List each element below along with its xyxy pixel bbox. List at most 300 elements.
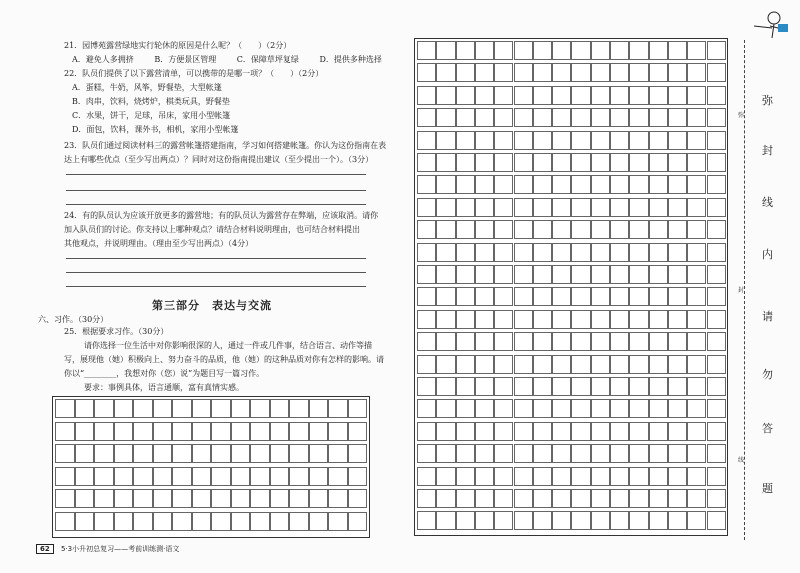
grid-cell[interactable] — [707, 355, 726, 374]
grid-cell[interactable] — [94, 444, 114, 463]
grid-cell[interactable] — [456, 220, 475, 239]
grid-cell[interactable] — [475, 108, 494, 127]
grid-cell[interactable] — [591, 489, 610, 508]
grid-cell[interactable] — [591, 511, 610, 530]
grid-cell[interactable] — [417, 399, 436, 418]
grid-cell[interactable] — [533, 489, 552, 508]
grid-cell[interactable] — [687, 444, 706, 463]
writing-grid-left[interactable] — [52, 396, 370, 538]
grid-cell[interactable] — [571, 467, 590, 486]
grid-cell[interactable] — [610, 467, 629, 486]
grid-cell[interactable] — [514, 131, 533, 150]
grid-cell[interactable] — [475, 153, 494, 172]
grid-cell[interactable] — [270, 422, 290, 441]
grid-cell[interactable] — [571, 287, 590, 306]
grid-cell[interactable] — [436, 310, 455, 329]
grid-cell[interactable] — [133, 489, 153, 508]
grid-cell[interactable] — [533, 220, 552, 239]
grid-cell[interactable] — [475, 86, 494, 105]
grid-cell[interactable] — [75, 422, 95, 441]
grid-cell[interactable] — [687, 198, 706, 217]
grid-cell[interactable] — [456, 108, 475, 127]
grid-cell[interactable] — [514, 63, 533, 82]
grid-cell[interactable] — [687, 287, 706, 306]
grid-cell[interactable] — [629, 377, 648, 396]
grid-cell[interactable] — [571, 265, 590, 284]
grid-cell[interactable] — [668, 220, 687, 239]
grid-cell[interactable] — [533, 332, 552, 351]
grid-cell[interactable] — [649, 153, 668, 172]
grid-cell[interactable] — [494, 444, 513, 463]
grid-cell[interactable] — [649, 377, 668, 396]
grid-cell[interactable] — [417, 511, 436, 530]
grid-cell[interactable] — [348, 512, 368, 531]
grid-cell[interactable] — [610, 310, 629, 329]
grid-cell[interactable] — [707, 175, 726, 194]
grid-cell[interactable] — [571, 198, 590, 217]
grid-cell[interactable] — [687, 41, 706, 60]
grid-cell[interactable] — [514, 265, 533, 284]
grid-cell[interactable] — [571, 489, 590, 508]
grid-cell[interactable] — [571, 444, 590, 463]
grid-cell[interactable] — [514, 511, 533, 530]
grid-cell[interactable] — [649, 86, 668, 105]
grid-cell[interactable] — [707, 41, 726, 60]
grid-cell[interactable] — [475, 399, 494, 418]
grid-cell[interactable] — [55, 399, 75, 418]
grid-cell[interactable] — [610, 355, 629, 374]
grid-cell[interactable] — [211, 467, 231, 486]
grid-cell[interactable] — [610, 444, 629, 463]
grid-cell[interactable] — [436, 265, 455, 284]
grid-cell[interactable] — [436, 243, 455, 262]
grid-cell[interactable] — [707, 86, 726, 105]
grid-cell[interactable] — [475, 310, 494, 329]
grid-cell[interactable] — [436, 287, 455, 306]
grid-cell[interactable] — [494, 377, 513, 396]
grid-cell[interactable] — [591, 355, 610, 374]
grid-cell[interactable] — [172, 399, 192, 418]
grid-cell[interactable] — [436, 489, 455, 508]
grid-cell[interactable] — [552, 108, 571, 127]
grid-cell[interactable] — [436, 86, 455, 105]
grid-cell[interactable] — [231, 399, 251, 418]
grid-cell[interactable] — [417, 220, 436, 239]
grid-cell[interactable] — [707, 377, 726, 396]
grid-cell[interactable] — [649, 489, 668, 508]
grid-cell[interactable] — [610, 198, 629, 217]
grid-cell[interactable] — [649, 422, 668, 441]
grid-cell[interactable] — [456, 131, 475, 150]
grid-cell[interactable] — [309, 512, 329, 531]
grid-cell[interactable] — [707, 220, 726, 239]
grid-cell[interactable] — [629, 175, 648, 194]
grid-cell[interactable] — [417, 198, 436, 217]
grid-cell[interactable] — [456, 175, 475, 194]
grid-cell[interactable] — [328, 399, 348, 418]
grid-cell[interactable] — [533, 243, 552, 262]
grid-cell[interactable] — [494, 310, 513, 329]
grid-cell[interactable] — [591, 131, 610, 150]
grid-cell[interactable] — [436, 63, 455, 82]
grid-cell[interactable] — [687, 511, 706, 530]
grid-cell[interactable] — [649, 108, 668, 127]
grid-cell[interactable] — [629, 41, 648, 60]
grid-cell[interactable] — [668, 265, 687, 284]
grid-cell[interactable] — [494, 422, 513, 441]
grid-cell[interactable] — [591, 399, 610, 418]
grid-cell[interactable] — [270, 444, 290, 463]
grid-cell[interactable] — [494, 220, 513, 239]
grid-cell[interactable] — [649, 399, 668, 418]
grid-cell[interactable] — [610, 332, 629, 351]
grid-cell[interactable] — [309, 489, 329, 508]
grid-cell[interactable] — [514, 287, 533, 306]
grid-cell[interactable] — [289, 467, 309, 486]
grid-cell[interactable] — [456, 332, 475, 351]
grid-cell[interactable] — [328, 422, 348, 441]
grid-cell[interactable] — [533, 131, 552, 150]
grid-cell[interactable] — [436, 175, 455, 194]
grid-cell[interactable] — [707, 198, 726, 217]
grid-cell[interactable] — [552, 399, 571, 418]
grid-cell[interactable] — [475, 198, 494, 217]
grid-cell[interactable] — [192, 399, 212, 418]
grid-cell[interactable] — [687, 265, 706, 284]
grid-cell[interactable] — [494, 175, 513, 194]
grid-cell[interactable] — [456, 287, 475, 306]
grid-cell[interactable] — [707, 265, 726, 284]
grid-cell[interactable] — [514, 175, 533, 194]
grid-cell[interactable] — [456, 41, 475, 60]
grid-cell[interactable] — [514, 220, 533, 239]
grid-cell[interactable] — [436, 332, 455, 351]
grid-cell[interactable] — [649, 175, 668, 194]
grid-cell[interactable] — [153, 512, 173, 531]
grid-cell[interactable] — [309, 422, 329, 441]
grid-cell[interactable] — [494, 243, 513, 262]
grid-cell[interactable] — [494, 41, 513, 60]
grid-cell[interactable] — [629, 287, 648, 306]
grid-cell[interactable] — [610, 489, 629, 508]
grid-cell[interactable] — [192, 467, 212, 486]
grid-cell[interactable] — [348, 489, 368, 508]
grid-cell[interactable] — [55, 422, 75, 441]
grid-cell[interactable] — [514, 41, 533, 60]
grid-cell[interactable] — [707, 153, 726, 172]
grid-cell[interactable] — [494, 86, 513, 105]
grid-cell[interactable] — [328, 489, 348, 508]
grid-cell[interactable] — [629, 63, 648, 82]
grid-cell[interactable] — [687, 108, 706, 127]
grid-cell[interactable] — [348, 444, 368, 463]
grid-cell[interactable] — [436, 131, 455, 150]
grid-cell[interactable] — [687, 377, 706, 396]
grid-cell[interactable] — [475, 265, 494, 284]
grid-cell[interactable] — [417, 444, 436, 463]
grid-cell[interactable] — [456, 265, 475, 284]
grid-cell[interactable] — [552, 511, 571, 530]
grid-cell[interactable] — [514, 422, 533, 441]
grid-cell[interactable] — [514, 444, 533, 463]
grid-cell[interactable] — [629, 332, 648, 351]
grid-cell[interactable] — [552, 332, 571, 351]
grid-cell[interactable] — [250, 444, 270, 463]
grid-cell[interactable] — [571, 131, 590, 150]
grid-cell[interactable] — [494, 198, 513, 217]
grid-cell[interactable] — [436, 153, 455, 172]
grid-cell[interactable] — [494, 332, 513, 351]
grid-cell[interactable] — [668, 377, 687, 396]
grid-cell[interactable] — [348, 467, 368, 486]
grid-cell[interactable] — [571, 220, 590, 239]
grid-cell[interactable] — [649, 198, 668, 217]
grid-cell[interactable] — [629, 108, 648, 127]
grid-cell[interactable] — [133, 467, 153, 486]
grid-cell[interactable] — [289, 489, 309, 508]
grid-cell[interactable] — [250, 489, 270, 508]
grid-cell[interactable] — [192, 444, 212, 463]
grid-cell[interactable] — [514, 355, 533, 374]
grid-cell[interactable] — [610, 422, 629, 441]
grid-cell[interactable] — [591, 243, 610, 262]
grid-cell[interactable] — [475, 422, 494, 441]
grid-cell[interactable] — [629, 422, 648, 441]
grid-cell[interactable] — [629, 131, 648, 150]
grid-cell[interactable] — [552, 265, 571, 284]
grid-cell[interactable] — [250, 422, 270, 441]
grid-cell[interactable] — [75, 444, 95, 463]
grid-cell[interactable] — [629, 355, 648, 374]
grid-cell[interactable] — [707, 422, 726, 441]
grid-cell[interactable] — [114, 422, 134, 441]
grid-cell[interactable] — [571, 175, 590, 194]
grid-cell[interactable] — [114, 399, 134, 418]
grid-cell[interactable] — [668, 355, 687, 374]
grid-cell[interactable] — [649, 467, 668, 486]
grid-cell[interactable] — [687, 220, 706, 239]
grid-cell[interactable] — [707, 243, 726, 262]
grid-cell[interactable] — [591, 86, 610, 105]
grid-cell[interactable] — [289, 422, 309, 441]
grid-cell[interactable] — [456, 198, 475, 217]
grid-cell[interactable] — [417, 86, 436, 105]
grid-cell[interactable] — [417, 310, 436, 329]
grid-cell[interactable] — [231, 467, 251, 486]
grid-cell[interactable] — [571, 310, 590, 329]
grid-cell[interactable] — [494, 511, 513, 530]
grid-cell[interactable] — [629, 467, 648, 486]
grid-cell[interactable] — [591, 377, 610, 396]
grid-cell[interactable] — [475, 355, 494, 374]
grid-cell[interactable] — [687, 489, 706, 508]
grid-cell[interactable] — [668, 399, 687, 418]
grid-cell[interactable] — [610, 511, 629, 530]
grid-cell[interactable] — [94, 489, 114, 508]
grid-cell[interactable] — [328, 512, 348, 531]
grid-cell[interactable] — [417, 265, 436, 284]
grid-cell[interactable] — [348, 422, 368, 441]
grid-cell[interactable] — [211, 399, 231, 418]
grid-cell[interactable] — [552, 355, 571, 374]
grid-cell[interactable] — [533, 265, 552, 284]
grid-cell[interactable] — [494, 489, 513, 508]
grid-cell[interactable] — [417, 489, 436, 508]
grid-cell[interactable] — [610, 243, 629, 262]
grid-cell[interactable] — [707, 511, 726, 530]
grid-cell[interactable] — [649, 511, 668, 530]
grid-cell[interactable] — [668, 63, 687, 82]
grid-cell[interactable] — [133, 444, 153, 463]
grid-cell[interactable] — [456, 63, 475, 82]
grid-cell[interactable] — [436, 399, 455, 418]
grid-cell[interactable] — [610, 63, 629, 82]
grid-cell[interactable] — [552, 153, 571, 172]
grid-cell[interactable] — [668, 332, 687, 351]
grid-cell[interactable] — [514, 153, 533, 172]
grid-cell[interactable] — [552, 444, 571, 463]
grid-cell[interactable] — [552, 175, 571, 194]
grid-cell[interactable] — [172, 512, 192, 531]
grid-cell[interactable] — [172, 467, 192, 486]
grid-cell[interactable] — [475, 467, 494, 486]
grid-cell[interactable] — [114, 444, 134, 463]
grid-cell[interactable] — [494, 108, 513, 127]
grid-cell[interactable] — [533, 511, 552, 530]
grid-cell[interactable] — [552, 287, 571, 306]
grid-cell[interactable] — [494, 131, 513, 150]
grid-cell[interactable] — [649, 355, 668, 374]
grid-cell[interactable] — [94, 399, 114, 418]
grid-cell[interactable] — [417, 287, 436, 306]
grid-cell[interactable] — [533, 355, 552, 374]
grid-cell[interactable] — [456, 444, 475, 463]
grid-cell[interactable] — [533, 86, 552, 105]
grid-cell[interactable] — [533, 175, 552, 194]
grid-cell[interactable] — [649, 287, 668, 306]
grid-cell[interactable] — [55, 444, 75, 463]
grid-cell[interactable] — [514, 489, 533, 508]
grid-cell[interactable] — [55, 489, 75, 508]
grid-cell[interactable] — [591, 310, 610, 329]
grid-cell[interactable] — [533, 198, 552, 217]
grid-cell[interactable] — [436, 355, 455, 374]
grid-cell[interactable] — [571, 86, 590, 105]
grid-cell[interactable] — [94, 467, 114, 486]
grid-cell[interactable] — [591, 287, 610, 306]
grid-cell[interactable] — [475, 131, 494, 150]
grid-cell[interactable] — [687, 422, 706, 441]
grid-cell[interactable] — [250, 512, 270, 531]
grid-cell[interactable] — [514, 467, 533, 486]
grid-cell[interactable] — [192, 489, 212, 508]
grid-cell[interactable] — [192, 422, 212, 441]
grid-cell[interactable] — [610, 108, 629, 127]
grid-cell[interactable] — [270, 467, 290, 486]
grid-cell[interactable] — [687, 310, 706, 329]
grid-cell[interactable] — [591, 422, 610, 441]
grid-cell[interactable] — [668, 489, 687, 508]
grid-cell[interactable] — [629, 310, 648, 329]
grid-cell[interactable] — [552, 422, 571, 441]
grid-cell[interactable] — [475, 220, 494, 239]
grid-cell[interactable] — [328, 444, 348, 463]
grid-cell[interactable] — [610, 86, 629, 105]
grid-cell[interactable] — [552, 220, 571, 239]
grid-cell[interactable] — [649, 131, 668, 150]
grid-cell[interactable] — [514, 198, 533, 217]
grid-cell[interactable] — [153, 422, 173, 441]
grid-cell[interactable] — [436, 444, 455, 463]
grid-cell[interactable] — [75, 489, 95, 508]
grid-cell[interactable] — [668, 422, 687, 441]
grid-cell[interactable] — [436, 511, 455, 530]
grid-cell[interactable] — [475, 444, 494, 463]
grid-cell[interactable] — [436, 198, 455, 217]
grid-cell[interactable] — [571, 41, 590, 60]
grid-cell[interactable] — [514, 86, 533, 105]
grid-cell[interactable] — [289, 399, 309, 418]
grid-cell[interactable] — [456, 422, 475, 441]
grid-cell[interactable] — [533, 422, 552, 441]
grid-cell[interactable] — [610, 265, 629, 284]
grid-cell[interactable] — [514, 310, 533, 329]
grid-cell[interactable] — [456, 355, 475, 374]
grid-cell[interactable] — [629, 265, 648, 284]
grid-cell[interactable] — [250, 399, 270, 418]
grid-cell[interactable] — [687, 175, 706, 194]
grid-cell[interactable] — [494, 153, 513, 172]
grid-cell[interactable] — [192, 512, 212, 531]
grid-cell[interactable] — [94, 512, 114, 531]
grid-cell[interactable] — [153, 444, 173, 463]
grid-cell[interactable] — [552, 41, 571, 60]
grid-cell[interactable] — [475, 332, 494, 351]
grid-cell[interactable] — [533, 310, 552, 329]
grid-cell[interactable] — [436, 467, 455, 486]
grid-cell[interactable] — [687, 355, 706, 374]
grid-cell[interactable] — [552, 310, 571, 329]
grid-cell[interactable] — [417, 41, 436, 60]
grid-cell[interactable] — [436, 41, 455, 60]
grid-cell[interactable] — [417, 175, 436, 194]
grid-cell[interactable] — [289, 444, 309, 463]
grid-cell[interactable] — [571, 243, 590, 262]
grid-cell[interactable] — [687, 153, 706, 172]
grid-cell[interactable] — [571, 399, 590, 418]
grid-cell[interactable] — [610, 377, 629, 396]
grid-cell[interactable] — [133, 512, 153, 531]
grid-cell[interactable] — [153, 489, 173, 508]
grid-cell[interactable] — [668, 86, 687, 105]
grid-cell[interactable] — [309, 467, 329, 486]
writing-grid-right[interactable] — [414, 38, 728, 536]
grid-cell[interactable] — [591, 467, 610, 486]
grid-cell[interactable] — [55, 467, 75, 486]
grid-cell[interactable] — [133, 399, 153, 418]
grid-cell[interactable] — [436, 220, 455, 239]
grid-cell[interactable] — [270, 489, 290, 508]
grid-cell[interactable] — [591, 198, 610, 217]
grid-cell[interactable] — [417, 377, 436, 396]
grid-cell[interactable] — [571, 153, 590, 172]
grid-cell[interactable] — [668, 467, 687, 486]
grid-cell[interactable] — [114, 489, 134, 508]
grid-cell[interactable] — [707, 489, 726, 508]
grid-cell[interactable] — [494, 355, 513, 374]
grid-cell[interactable] — [270, 399, 290, 418]
grid-cell[interactable] — [475, 243, 494, 262]
